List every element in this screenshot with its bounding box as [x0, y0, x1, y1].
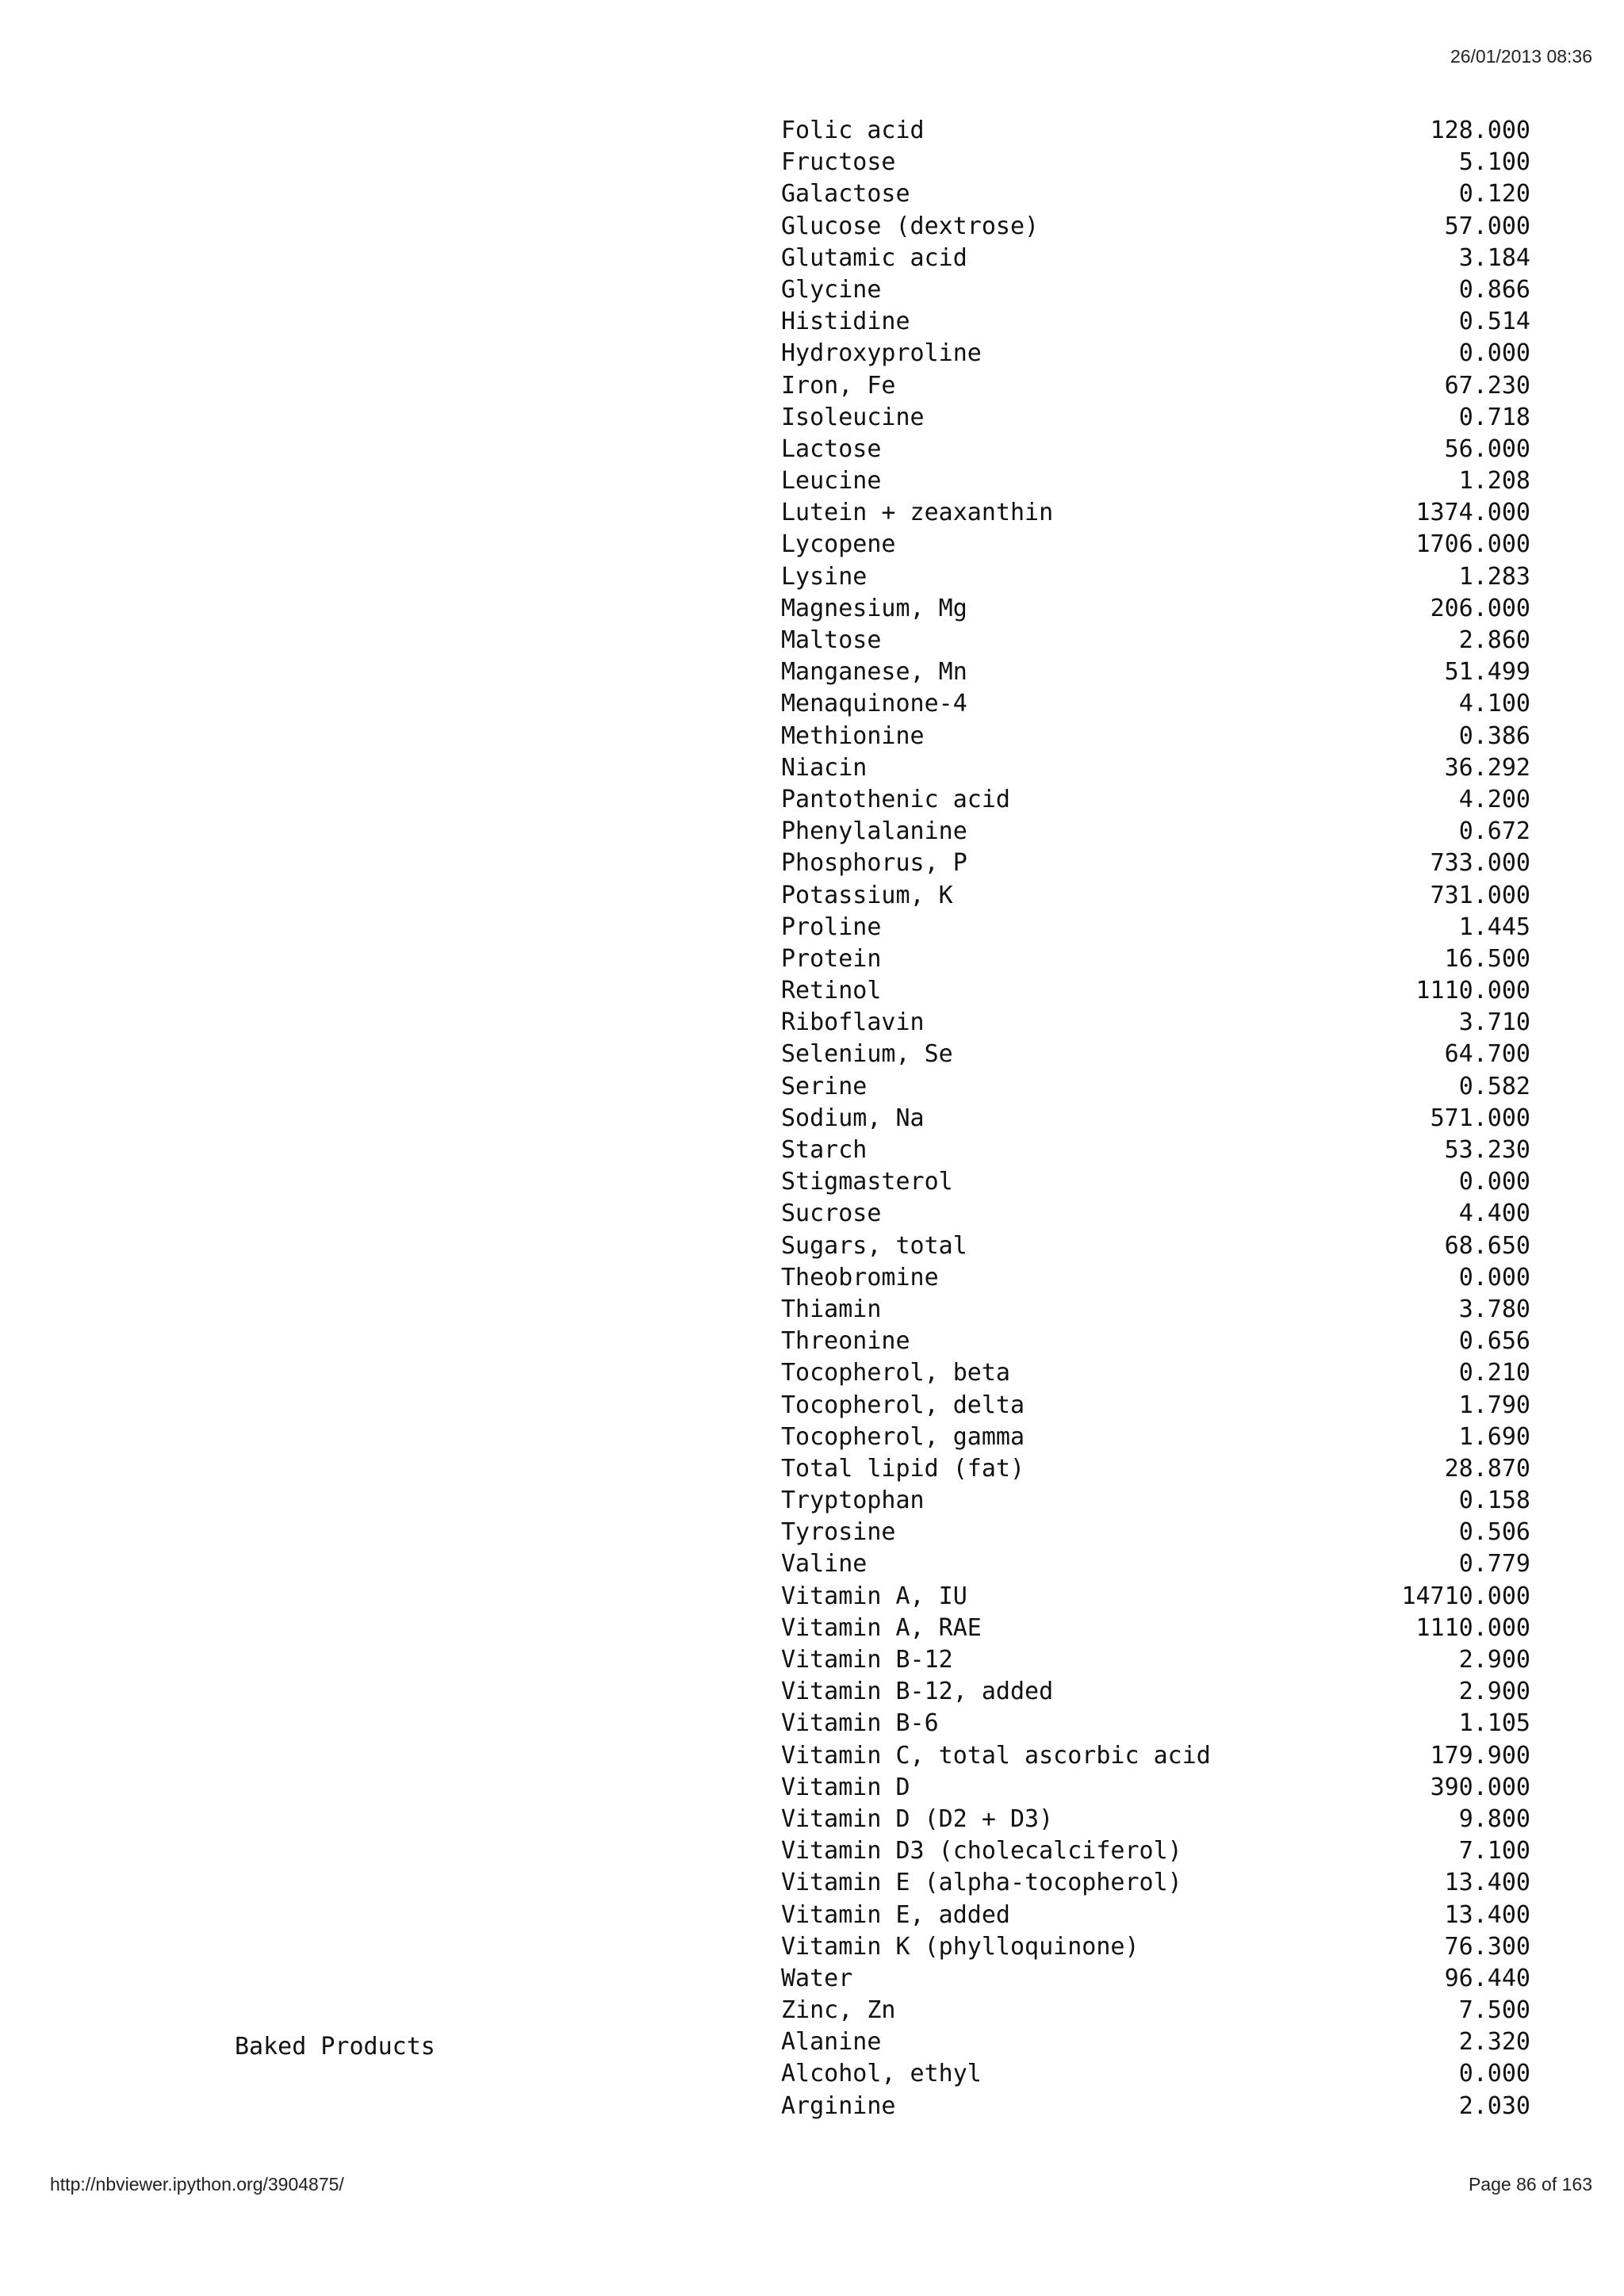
nutrient-value: 206.000: [1430, 594, 1530, 622]
table-row: [781, 1166, 1530, 1198]
nutrient-value: 4.200: [1458, 785, 1530, 813]
nutrient-name: Tyrosine: [781, 1518, 896, 1547]
nutrient-name: Vitamin B-6: [781, 1709, 939, 1738]
table-row: [781, 1039, 1530, 1070]
table-row: [781, 561, 1530, 593]
nutrient-name: Potassium, K: [781, 881, 953, 909]
nutrient-value: 390.000: [1430, 1773, 1530, 1801]
table-row: [781, 1230, 1530, 1262]
nutrient-name: Manganese, Mn: [781, 658, 967, 687]
table-row: [781, 1804, 1530, 1835]
nutrient-name: Lycopene: [781, 530, 896, 559]
table-row: [781, 2026, 1530, 2058]
table-row: [781, 1071, 1530, 1103]
nutrient-value: 4.100: [1458, 690, 1530, 718]
table-row: [781, 1357, 1530, 1389]
table-row: [781, 1613, 1530, 1644]
table-row: [781, 625, 1530, 656]
nutrient-name: Iron, Fe: [781, 371, 896, 400]
table-row: [781, 721, 1530, 752]
table-row: [781, 1740, 1530, 1772]
table-row: [781, 243, 1530, 274]
nutrient-value: 76.300: [1444, 1932, 1530, 1961]
table-row: [781, 2058, 1530, 2090]
nutrient-value: 0.672: [1458, 817, 1530, 846]
table-row: [781, 274, 1530, 306]
table-row: [781, 1294, 1530, 1326]
table-row: [781, 1422, 1530, 1453]
nutrient-value: 0.210: [1458, 1359, 1530, 1387]
nutrient-value: 0.000: [1458, 1263, 1530, 1292]
nutrient-value: 2.900: [1458, 1678, 1530, 1706]
table-row: [781, 497, 1530, 529]
table-row: [781, 912, 1530, 943]
nutrient-name: Pantothenic acid: [781, 785, 1010, 813]
nutrient-value: 5.100: [1458, 148, 1530, 177]
nutrient-name: Proline: [781, 913, 882, 941]
table-row: [781, 1900, 1530, 1931]
nutrient-value: 14710.000: [1401, 1582, 1530, 1610]
table-row: [781, 1995, 1530, 2026]
table-row: [781, 1390, 1530, 1422]
nutrient-value: 2.320: [1458, 2028, 1530, 2057]
nutrient-value: 2.860: [1458, 626, 1530, 654]
nutrient-name: Lysine: [781, 562, 868, 591]
nutrient-value: 1.283: [1458, 562, 1530, 591]
nutrient-value: 1.105: [1458, 1709, 1530, 1738]
nutrient-name: Protein: [781, 944, 882, 973]
nutrient-value: 13.400: [1444, 1869, 1530, 1897]
table-row: [781, 434, 1530, 465]
nutrient-value: 128.000: [1430, 117, 1530, 144]
nutrient-name: Tryptophan: [781, 1487, 925, 1515]
nutrient-name: Stigmasterol: [781, 1168, 953, 1196]
nutrient-name: Isoleucine: [781, 403, 925, 431]
table-row: [781, 115, 1530, 147]
nutrient-value: 2.900: [1458, 1646, 1530, 1674]
table-row: [781, 1326, 1530, 1357]
nutrient-value: 9.800: [1458, 1804, 1530, 1833]
nutrient-name: Glucose (dextrose): [781, 212, 1040, 240]
nutrient-name: Total lipid (fat): [781, 1454, 1025, 1483]
nutrient-name: Vitamin D3 (cholecalciferol): [781, 1837, 1182, 1866]
table-row: [781, 1103, 1530, 1135]
table-row: [781, 1963, 1530, 1995]
nutrient-value: 0.000: [1458, 339, 1530, 368]
nutrient-name: Tocopherol, delta: [781, 1391, 1025, 1419]
nutrient-value: 2.030: [1458, 2091, 1530, 2120]
nutrient-value: 57.000: [1444, 212, 1530, 240]
table-row: [781, 656, 1530, 688]
nutrient-value: 0.386: [1458, 721, 1530, 750]
nutrient-value: 1.790: [1458, 1391, 1530, 1419]
nutrient-name: Selenium, Se: [781, 1040, 953, 1069]
nutrient-name: Maltose: [781, 626, 882, 654]
nutrient-name: Vitamin K (phylloquinone): [781, 1932, 1139, 1961]
nutrient-value: 1110.000: [1415, 977, 1530, 1005]
nutrient-name: Vitamin D: [781, 1773, 910, 1801]
nutrient-value: 3.710: [1458, 1008, 1530, 1037]
table-row: [781, 306, 1530, 338]
nutrient-value: 0.158: [1458, 1487, 1530, 1515]
table-row: [781, 1772, 1530, 1804]
nutrient-name: Threonine: [781, 1327, 910, 1356]
nutrient-value: 3.184: [1458, 243, 1530, 272]
nutrient-value: 0.656: [1458, 1327, 1530, 1356]
nutrient-name: Phosphorus, P: [781, 849, 967, 878]
table-row: [781, 688, 1530, 720]
nutrient-value: 51.499: [1444, 658, 1530, 687]
table-row: [781, 211, 1530, 243]
table-row: [781, 1517, 1530, 1548]
table-row: [781, 465, 1530, 497]
nutrient-value: 571.000: [1430, 1104, 1530, 1132]
table-row: [781, 1198, 1530, 1230]
nutrient-value: 28.870: [1444, 1454, 1530, 1483]
nutrient-name: Arginine: [781, 2091, 896, 2120]
nutrient-name: Glutamic acid: [781, 243, 967, 272]
nutrient-name: Sugars, total: [781, 1231, 967, 1260]
nutrient-name: Vitamin B-12: [781, 1646, 953, 1674]
table-row: [781, 147, 1530, 178]
nutrient-name: Menaquinone-4: [781, 690, 967, 718]
nutrient-value: 1.208: [1458, 467, 1530, 496]
nutrient-name: Serine: [781, 1072, 868, 1100]
table-row: [781, 1931, 1530, 1963]
nutrient-name: Glycine: [781, 275, 882, 304]
nutrient-value: 3.780: [1458, 1295, 1530, 1323]
table-row: [781, 402, 1530, 434]
nutrient-value: 1.690: [1458, 1422, 1530, 1451]
nutrient-name: Lutein + zeaxanthin: [781, 499, 1054, 527]
nutrient-name: Water: [781, 1964, 853, 1992]
table-row: [781, 880, 1530, 912]
table-row: [781, 1485, 1530, 1517]
nutrient-value: 1110.000: [1415, 1613, 1530, 1642]
table-row: [781, 784, 1530, 816]
nutrient-name: Leucine: [781, 467, 882, 496]
nutrient-value: 68.650: [1444, 1231, 1530, 1260]
nutrient-value: 67.230: [1444, 371, 1530, 400]
nutrient-value: 0.000: [1458, 1168, 1530, 1196]
nutrient-value: 0.866: [1458, 275, 1530, 304]
nutrient-name: Alanine: [781, 2028, 882, 2057]
nutrient-value: 96.440: [1444, 1964, 1530, 1992]
nutrient-name: Methionine: [781, 721, 925, 750]
nutrient-name: Retinol: [781, 977, 882, 1005]
table-row: [781, 816, 1530, 848]
nutrient-value: 0.718: [1458, 403, 1530, 431]
page-number: Page 86 of 163: [1468, 2174, 1592, 2195]
nutrient-value: 36.292: [1444, 753, 1530, 782]
nutrient-name: Vitamin A, IU: [781, 1582, 967, 1610]
nutrient-name: Alcohol, ethyl: [781, 2060, 982, 2088]
table-row: [781, 178, 1530, 210]
nutrient-name: Vitamin C, total ascorbic acid: [781, 1741, 1211, 1770]
table-row: [781, 338, 1530, 369]
table-row: [781, 848, 1530, 879]
nutrient-name: Fructose: [781, 148, 896, 177]
nutrient-name: Sucrose: [781, 1200, 882, 1228]
nutrient-value: 0.514: [1458, 308, 1530, 336]
nutrient-value: 4.400: [1458, 1200, 1530, 1228]
table-row: [781, 1135, 1530, 1166]
table-row: [781, 975, 1530, 1007]
nutrient-name: Vitamin A, RAE: [781, 1613, 982, 1642]
nutrient-name: Phenylalanine: [781, 817, 967, 846]
nutrient-value: 53.230: [1444, 1136, 1530, 1164]
table-row: [781, 593, 1530, 625]
nutrient-value: 1.445: [1458, 913, 1530, 941]
nutrient-value: 0.506: [1458, 1518, 1530, 1547]
table-row: [781, 1835, 1530, 1867]
table-row: [781, 1708, 1530, 1739]
nutrient-name: Sodium, Na: [781, 1104, 925, 1132]
nutrient-value: 0.000: [1458, 2060, 1530, 2088]
table-row: [781, 1676, 1530, 1708]
footer-url-link[interactable]: http://nbviewer.ipython.org/3904875/: [50, 2174, 344, 2195]
nutrient-name: Tocopherol, gamma: [781, 1422, 1025, 1451]
nutrient-name: Zinc, Zn: [781, 1996, 896, 2025]
nutrient-name: Thiamin: [781, 1295, 882, 1323]
nutrient-value: 1706.000: [1415, 530, 1530, 559]
nutrient-value: 16.500: [1444, 944, 1530, 973]
table-row: [781, 752, 1530, 784]
nutrient-name: Vitamin E, added: [781, 1900, 1010, 1929]
table-row: [781, 1007, 1530, 1039]
nutrient-value: 7.500: [1458, 1996, 1530, 2025]
table-row: [781, 1644, 1530, 1676]
nutrient-name: Folic acid: [781, 117, 925, 144]
nutrient-name: Hydroxyproline: [781, 339, 982, 368]
table-row: [781, 1262, 1530, 1294]
nutrient-value: 731.000: [1430, 881, 1530, 909]
nutrient-value: 7.100: [1458, 1837, 1530, 1866]
nutrient-name: Vitamin B-12, added: [781, 1678, 1054, 1706]
table-row: [781, 1548, 1530, 1580]
nutrient-name: Valine: [781, 1550, 868, 1578]
print-timestamp: 26/01/2013 08:36: [1450, 46, 1592, 67]
nutrient-name: Theobromine: [781, 1263, 939, 1292]
table-row: [781, 2091, 1530, 2122]
table-row: [781, 1581, 1530, 1613]
nutrient-name: Riboflavin: [781, 1008, 925, 1037]
nutrient-name: Vitamin E (alpha-tocopherol): [781, 1869, 1182, 1897]
nutrient-name: Galactose: [781, 180, 910, 209]
nutrient-name: Histidine: [781, 308, 910, 336]
table-row: [781, 1867, 1530, 1899]
table-row: [781, 529, 1530, 561]
table-row: [781, 943, 1530, 975]
food-group-label: Baked Products: [235, 2033, 435, 2061]
nutrient-value: 1374.000: [1415, 499, 1530, 527]
nutrient-value: 0.120: [1458, 180, 1530, 209]
nutrient-name: Magnesium, Mg: [781, 594, 967, 622]
nutrient-name: Tocopherol, beta: [781, 1359, 1010, 1387]
nutrient-value: 179.900: [1430, 1741, 1530, 1770]
nutrient-value: 0.582: [1458, 1072, 1530, 1100]
nutrient-value: 64.700: [1444, 1040, 1530, 1069]
nutrient-table: [781, 115, 1530, 2122]
nutrient-value: 13.400: [1444, 1900, 1530, 1929]
nutrient-value: 733.000: [1430, 849, 1530, 878]
nutrient-name: Niacin: [781, 753, 868, 782]
nutrient-name: Lactose: [781, 434, 882, 463]
nutrient-value: 56.000: [1444, 434, 1530, 463]
table-row: [781, 1453, 1530, 1485]
table-row: [781, 370, 1530, 402]
nutrient-name: Starch: [781, 1136, 868, 1164]
nutrient-value: 0.779: [1458, 1550, 1530, 1578]
nutrient-name: Vitamin D (D2 + D3): [781, 1804, 1054, 1833]
